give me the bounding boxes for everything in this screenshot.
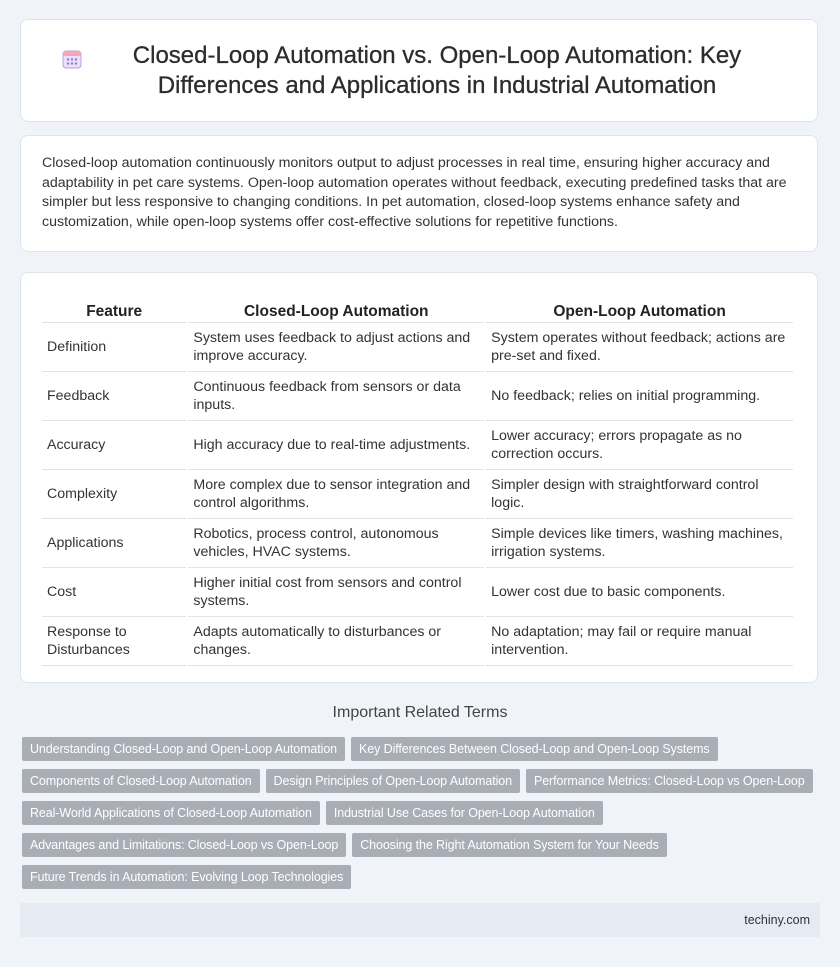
title-wrap: [21, 41, 817, 101]
table-row: [42, 519, 793, 568]
related-term-tag[interactable]: Choosing the Right Automation System for Your Needs: [352, 833, 667, 857]
feature-cell: Response to Disturbances: [42, 617, 186, 666]
open-loop-cell: System operates without feedback; actions are pre-set and fixed.: [486, 323, 793, 372]
closed-loop-cell: High accuracy due to real-time adjustments.: [188, 421, 484, 470]
related-terms-heading: Important Related Terms: [332, 704, 508, 721]
summary-text: Closed-loop automation continuously monitors output to adjust processes in real time, ensuring higher accuracy and adaptability in pet care systems. Open-loop automation operates without feedback, executing predefined tasks that are simpler but less responsive to changing conditions. In pet automation, closed-loop systems enhance safety and customization, while open-loop systems offer cost-effective solutions for repetitive functions.: [42, 155, 787, 230]
related-term-tag[interactable]: Components of Closed-Loop Automation: [22, 769, 260, 793]
feature-cell: Accuracy: [42, 421, 186, 470]
table-row: [42, 421, 793, 470]
related-term-tag[interactable]: Advantages and Limitations: Closed-Loop vs Open-Loop: [22, 833, 346, 857]
feature-cell: Complexity: [42, 470, 186, 519]
open-loop-cell: Simple devices like timers, washing machines, irrigation systems.: [486, 519, 793, 568]
open-loop-cell: Simpler design with straightforward control logic.: [486, 470, 793, 519]
table-row: [42, 568, 793, 617]
column-header-feature: Feature: [42, 293, 186, 323]
feature-cell: Definition: [42, 323, 186, 372]
open-loop-cell: No feedback; relies on initial programming.: [486, 372, 793, 421]
summary-card: [20, 135, 818, 252]
related-term-tag[interactable]: Real-World Applications of Closed-Loop Automation: [22, 801, 320, 825]
closed-loop-cell: Robotics, process control, autonomous vehicles, HVAC systems.: [188, 519, 484, 568]
feature-cell: Cost: [42, 568, 186, 617]
closed-loop-cell: Adapts automatically to disturbances or changes.: [188, 617, 484, 666]
related-term-tag[interactable]: Performance Metrics: Closed-Loop vs Open-Loop: [526, 769, 813, 793]
title-card: [20, 19, 818, 122]
table-header-row: [42, 293, 793, 323]
table-row: [42, 323, 793, 372]
open-loop-cell: Lower cost due to basic components.: [486, 568, 793, 617]
feature-cell: Feedback: [42, 372, 186, 421]
open-loop-cell: No adaptation; may fail or require manual intervention.: [486, 617, 793, 666]
related-term-tag[interactable]: Future Trends in Automation: Evolving Loop Technologies: [22, 865, 351, 889]
calendar-icon: [61, 48, 83, 70]
closed-loop-cell: Continuous feedback from sensors or data inputs.: [188, 372, 484, 421]
related-term-tag[interactable]: Industrial Use Cases for Open-Loop Automation: [326, 801, 603, 825]
related-term-tag[interactable]: Key Differences Between Closed-Loop and Open-Loop Systems: [351, 737, 718, 761]
column-header-open-loop: Open-Loop Automation: [486, 293, 793, 323]
table-row: [42, 372, 793, 421]
page-title: Closed-Loop Automation vs. Open-Loop Automation: Key Differences and Applications in Industrial Automation: [132, 41, 742, 99]
feature-cell: Applications: [42, 519, 186, 568]
related-term-tag[interactable]: Understanding Closed-Loop and Open-Loop Automation: [22, 737, 345, 761]
table-row: [42, 470, 793, 519]
closed-loop-cell: More complex due to sensor integration and control algorithms.: [188, 470, 484, 519]
closed-loop-cell: System uses feedback to adjust actions and improve accuracy.: [188, 323, 484, 372]
column-header-closed-loop: Closed-Loop Automation: [188, 293, 484, 323]
related-terms-list: [22, 737, 822, 897]
comparison-table: [40, 293, 795, 666]
table-row: [42, 617, 793, 666]
related-term-tag[interactable]: Design Principles of Open-Loop Automation: [266, 769, 520, 793]
comparison-card: [20, 272, 818, 683]
closed-loop-cell: Higher initial cost from sensors and control systems.: [188, 568, 484, 617]
footer: [20, 903, 820, 937]
footer-site-link[interactable]: techiny.com: [744, 913, 810, 927]
open-loop-cell: Lower accuracy; errors propagate as no correction occurs.: [486, 421, 793, 470]
